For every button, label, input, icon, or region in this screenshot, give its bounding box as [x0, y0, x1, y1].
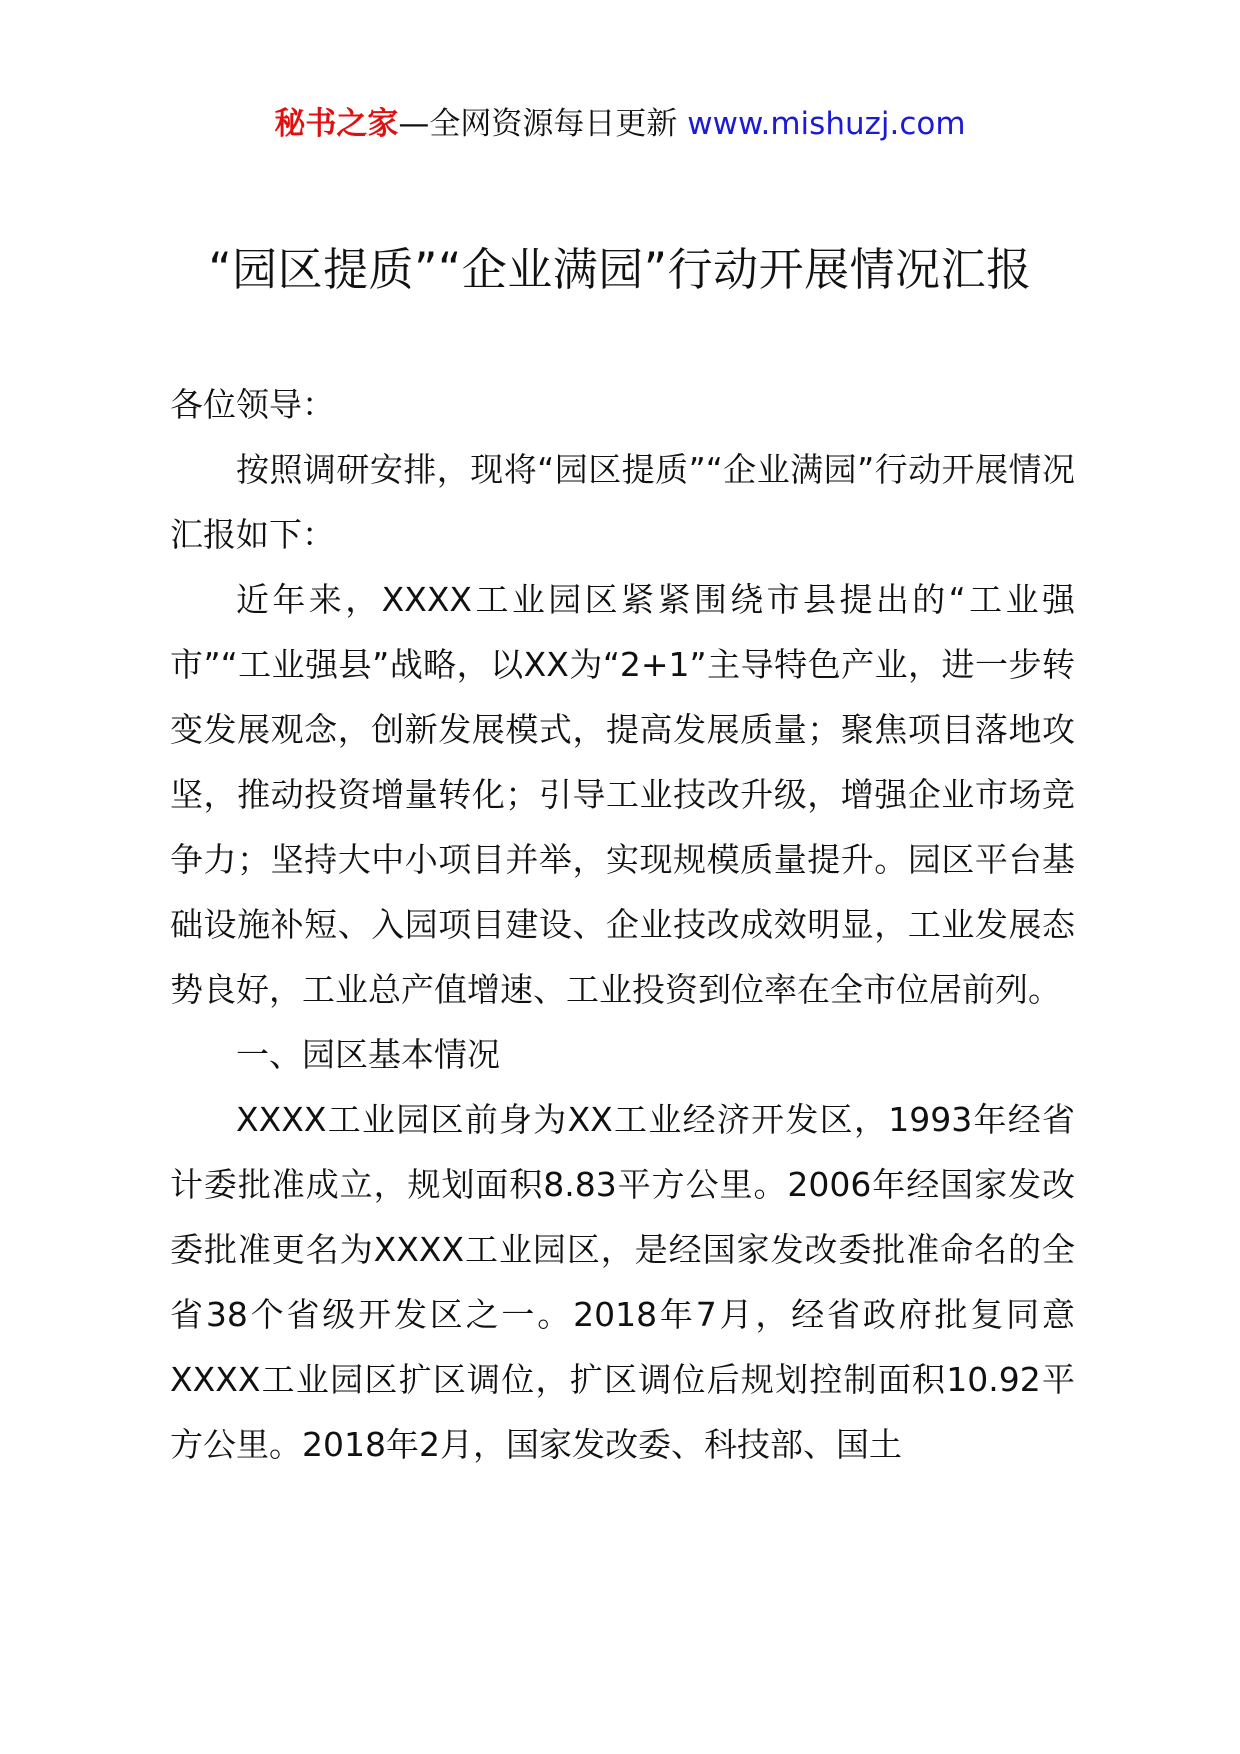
- paragraph-basic-info: XXXX工业园区前身为XX工业经济开发区，1993年经省计委批准成立，规划面积8.83平方公里。2006年经国家发改委批准更名为XXXX工业园区，是经国家发改委批准命名的全省38个省级开发区之一。2018年7月，经省政府批复同意XXXX工业园区扩区调位，扩区调位后规划控制面积10.92平方公里。2018年2月，国家发改委、科技部、国土: [170, 1100, 1075, 1464]
- site-header: [0, 100, 1240, 148]
- salutation: 各位领导：: [170, 385, 335, 424]
- document-body: [170, 372, 1075, 1477]
- paragraph-overview: 近年来，XXXX工业园区紧紧围绕市县提出的“工业强市”“工业强县”战略，以XX为“2+1”主导特色产业，进一步转变发展观念，创新发展模式，提高发展质量；聚焦项目落地攻坚，推动投资增量转化；引导工业技改升级，增强企业市场竞争力；坚持大中小项目并举，实现规模质量提升。园区平台基础设施补短、入园项目建设、企业技改成效明显，工业发展态势良好，工业总产值增速、工业投资到位率在全市位居前列。: [170, 580, 1075, 1009]
- paragraph-intro: 按照调研安排，现将“园区提质”“企业满园”行动开展情况汇报如下：: [170, 450, 1075, 554]
- site-url-link[interactable]: www.mishuzj.com: [687, 106, 966, 142]
- site-brand: 秘书之家: [274, 106, 399, 142]
- document-title: “园区提质”“企业满园”行动开展情况汇报: [208, 243, 1032, 296]
- section-heading-basic-info: 一、园区基本情况: [236, 1035, 500, 1074]
- site-slogan: —全网资源每日更新: [398, 106, 688, 142]
